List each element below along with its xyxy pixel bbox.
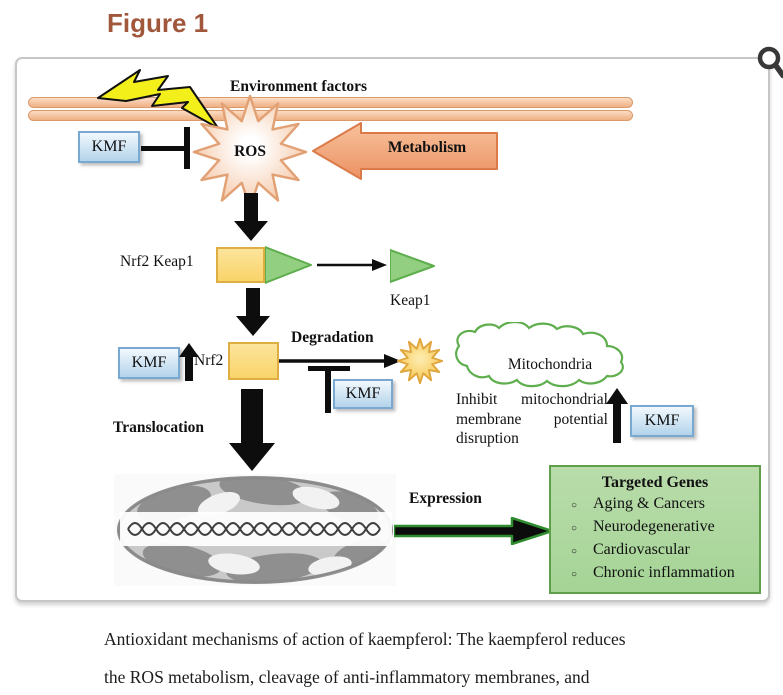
targeted-genes-title: Targeted Genes xyxy=(601,474,709,491)
complex-to-keap1-arrow xyxy=(317,257,387,273)
kmf-box-ros: KMF xyxy=(78,131,140,163)
degradation-starburst xyxy=(397,338,443,384)
translocation-label: Translocation xyxy=(113,419,204,436)
gene-item-cardiovascular xyxy=(571,540,759,561)
kmf-box-mitochondria: KMF xyxy=(630,405,694,437)
gene-item-chronic-inflammation xyxy=(571,563,759,584)
expression-label: Expression xyxy=(409,490,482,507)
bullet-icon: ○ xyxy=(571,546,578,557)
kmf-mitochondria-up-arrow xyxy=(606,388,628,443)
kmf-degradation-inhibit-stem xyxy=(325,366,331,413)
gene-item-label: Aging & Cancers xyxy=(593,495,705,512)
environment-factors-label: Environment factors xyxy=(230,78,368,95)
bullet-icon: ○ xyxy=(571,523,578,534)
translocation-arrow xyxy=(229,389,275,471)
complex-to-nrf2-arrow xyxy=(236,288,270,336)
caption-line-1: Antioxidant mechanisms of action of kaempferol: The kaempferol reduces xyxy=(104,629,626,649)
kmf-ros-inhibit-tbar xyxy=(184,127,190,169)
nrf2-label: Nrf2 xyxy=(194,352,224,369)
targeted-genes-box xyxy=(549,465,761,594)
ros-to-complex-arrow xyxy=(234,193,268,241)
keap1-label: Keap1 xyxy=(390,292,431,309)
nucleus-image xyxy=(114,474,396,586)
mitochondria-label: Mitochondria xyxy=(507,356,593,373)
nrf2-released-square xyxy=(228,342,279,380)
gene-item-label: Chronic inflammation xyxy=(593,564,735,581)
keap1-triangle-free xyxy=(390,249,435,283)
figure-panel xyxy=(15,57,770,602)
kmf-box-nrf2: KMF xyxy=(118,347,180,379)
kmf-box-degradation: KMF xyxy=(333,379,393,409)
zoom-icon[interactable] xyxy=(756,45,783,79)
degradation-label: Degradation xyxy=(291,329,374,346)
expression-arrow xyxy=(394,517,554,545)
figure-title: Figure 1 xyxy=(107,8,209,38)
nrf2-keap1-label: Nrf2 Keap1 xyxy=(120,253,194,270)
bullet-icon: ○ xyxy=(571,500,578,511)
keap1-triangle-bound xyxy=(265,246,312,284)
gene-item-aging-cancers xyxy=(571,494,759,515)
metabolism-label: Metabolism xyxy=(387,139,467,156)
gene-item-label: Neurodegenerative xyxy=(593,518,715,535)
gene-item-label: Cardiovascular xyxy=(593,541,690,558)
kmf-ros-inhibit-line xyxy=(141,146,186,151)
caption-line-2: the ROS metabolism, cleavage of anti-inflammatory membranes, and xyxy=(104,667,590,687)
gene-item-neurodegenerative xyxy=(571,517,759,538)
bullet-icon: ○ xyxy=(571,569,578,580)
ros-label: ROS xyxy=(234,143,266,160)
inhibit-note: Inhibit mitochondrial membrane potential disruption xyxy=(456,391,608,447)
nrf2-square xyxy=(216,247,265,283)
